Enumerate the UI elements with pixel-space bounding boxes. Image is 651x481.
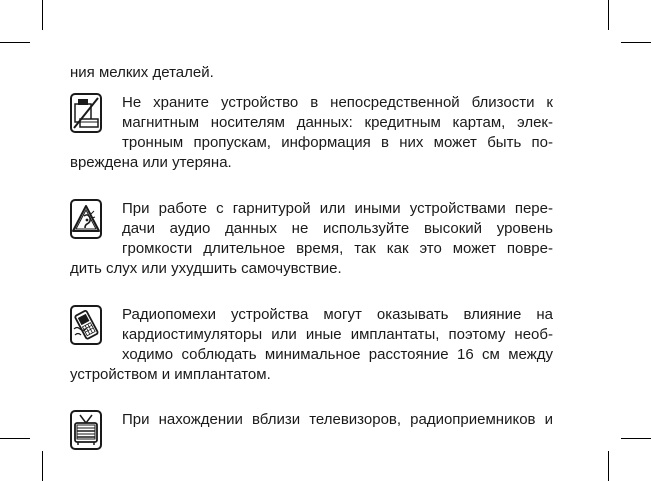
pacemaker-phone-icon [70, 305, 102, 345]
text-line: Радиопомехи устройства могут оказывать влияние на [122, 306, 553, 323]
warning-block-tv [70, 410, 553, 430]
text-line: дить слух или ухудшить самочувствие. [70, 260, 342, 277]
text-line: При нахождении вблизи телевизоров, радиоприемников и [122, 411, 553, 428]
warning-block-hearing [70, 199, 553, 279]
manual-page [70, 63, 553, 456]
crop-mark [608, 451, 609, 481]
crop-mark [0, 42, 30, 43]
text-line: дачи аудио данных не используйте высокий уровень [122, 220, 553, 237]
intro-line: ния мелких деталей. [70, 64, 214, 81]
text-line: тронным пропускам, информация в них может быть по- [122, 134, 553, 151]
tv-interference-icon [70, 410, 102, 450]
crop-mark [42, 0, 43, 30]
warning-block-pacemaker [70, 305, 553, 385]
crop-mark [608, 0, 609, 30]
crop-mark [621, 438, 651, 439]
crop-mark [42, 451, 43, 481]
hearing-warning-icon [70, 199, 102, 239]
warning-block-magnetic [70, 93, 553, 173]
crop-mark [621, 42, 651, 43]
text-line: Не храните устройство в непосредственной близости к [122, 94, 553, 111]
text-line: устройством и имплантатом. [70, 366, 271, 383]
crop-mark [0, 438, 30, 439]
text-line: вреждена или утеряна. [70, 154, 232, 171]
text-line: ходимо соблюдать минимальное расстояние 16 см между [122, 346, 553, 363]
text-line: кардиостимуляторы или иные имплантаты, поэтому необ- [122, 326, 553, 343]
magnet-card-warning-icon [70, 93, 102, 133]
text-line: громкости длительное время, так как это может повре- [122, 240, 553, 257]
text-line: магнитным носителям данных: кредитным картам, элек- [122, 114, 553, 131]
text-line: При работе с гарнитурой или иными устройствами пере- [122, 200, 553, 217]
